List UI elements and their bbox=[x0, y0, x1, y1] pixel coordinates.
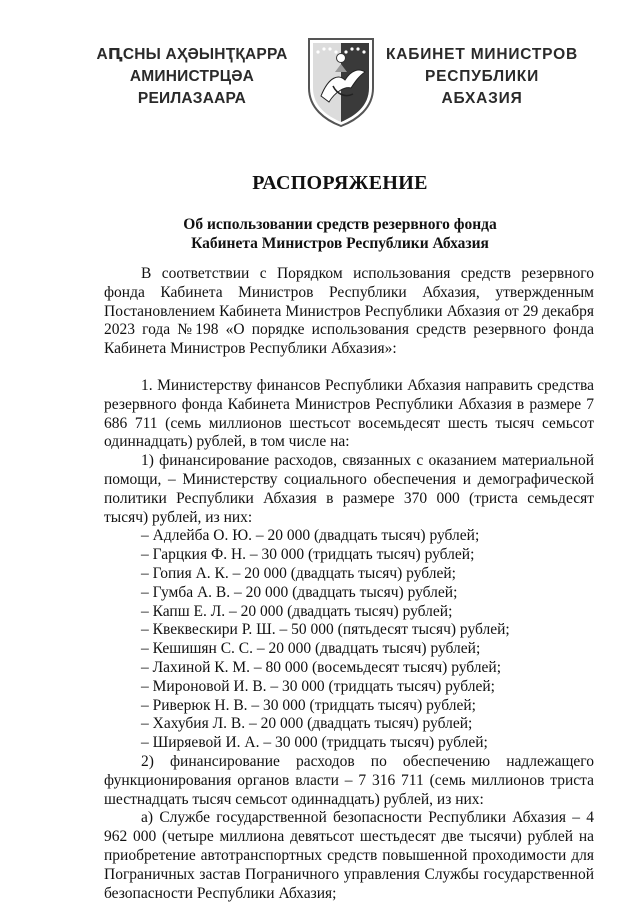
header-abkhaz bbox=[82, 44, 302, 110]
recipient-line: – Лахиной К. М. – 80 000 (восемьдесят тысяч) рублей; bbox=[141, 658, 502, 676]
recipient-line: – Хахубия Л. В. – 20 000 (двадцать тысяч) рублей; bbox=[141, 715, 473, 733]
document-title: РАСПОРЯЖЕНИЕ bbox=[252, 172, 428, 194]
header-russian-line2: РЕСПУБЛИКИ АБХАЗИЯ bbox=[424, 68, 540, 107]
recipient-line: – Риверюк Н. В. – 30 000 (тридцать тысяч) рублей; bbox=[141, 696, 476, 714]
document-body bbox=[104, 265, 594, 903]
header-abkhaz-line1: АԤСНЫ АҲӘЫНҬҚАРРА bbox=[96, 46, 288, 63]
recipient-line: – Гарцкия Ф. Н. – 30 000 (тридцать тысяч) рублей; bbox=[141, 546, 475, 564]
subpoint-1-paragraph: 1) финансирование расходов, связанных с оказанием материальной помощи, – Министерству социального обеспечения и демографической политики Республики Абхазия в размере 370 000 (триста семьдесят тысяч) рублей, из них: bbox=[104, 452, 594, 526]
recipient-line: – Мироновой И. В. – 30 000 (тридцать тысяч) рублей; bbox=[141, 677, 495, 695]
recipient-line: – Гопия А. К. – 20 000 (двадцать тысяч) рублей; bbox=[141, 564, 456, 582]
header-russian bbox=[384, 44, 580, 110]
coat-of-arms-icon bbox=[305, 36, 377, 128]
subpoint-2-paragraph: 2) финансирование расходов по обеспечению надлежащего функционирования органов власти – 7 316 711 (семь миллионов триста шестнадцать тысяч семьсот одиннадцать) рублей, из них: bbox=[104, 752, 594, 808]
header-abkhaz-line2: АМИНИСТРЦӘА РЕИЛАЗААРА bbox=[129, 68, 255, 107]
subtitle-line2: Кабинета Министров Республики Абхазия bbox=[191, 235, 489, 252]
document-subtitle bbox=[0, 215, 640, 253]
recipient-line: – Кешишян С. С. – 20 000 (двадцать тысяч) рублей; bbox=[141, 640, 481, 658]
subpoint-2a-paragraph: а) Службе государственной безопасности Республики Абхазия – 4 962 000 (четыре миллиона девятьсот шестьдесят две тысячи) рублей на приобретение автотранспортных средств повышенной проходимости для Пограничных застав Пограничного управления Службы государственной безопасности Республики Абхазия; bbox=[104, 809, 594, 902]
paragraph-gap bbox=[104, 359, 594, 377]
recipient-line: – Квеквескири Р. Ш. – 50 000 (пятьдесят тысяч) рублей; bbox=[141, 621, 510, 639]
recipient-line: – Гумба А. В. – 20 000 (двадцать тысяч) рублей; bbox=[141, 583, 458, 601]
recipient-line: – Капш Е. Л. – 20 000 (двадцать тысяч) рублей; bbox=[141, 602, 453, 620]
header-russian-line1: КАБИНЕТ МИНИСТРОВ bbox=[386, 46, 578, 63]
preamble-paragraph: В соответствии с Порядком использования средств резервного фонда Кабинета Министров Республики Абхазия, утвержденным Постановлением Кабинета Министров Республики Абхазия от 29 декабря 2023 года №198 «О порядке использования средств резервного фонда Кабинета Министров Республики Абхазия»: bbox=[104, 265, 594, 358]
recipient-line: – Адлейба О. Ю. – 20 000 (двадцать тысяч) рублей; bbox=[141, 527, 480, 545]
point-1-paragraph: 1. Министерству финансов Республики Абхазия направить средства резервного фонда Кабинета Министров Республики Абхазия в размере 7 686 711 (семь миллионов шестьсот восемьдесят шесть тысяч семьсот одиннадцать) рублей, в том числе на: bbox=[104, 376, 594, 451]
recipient-line: – Ширяевой И. А. – 30 000 (тридцать тысяч) рублей; bbox=[141, 734, 488, 752]
subtitle-line1: Об использовании средств резервного фонда bbox=[183, 216, 497, 233]
